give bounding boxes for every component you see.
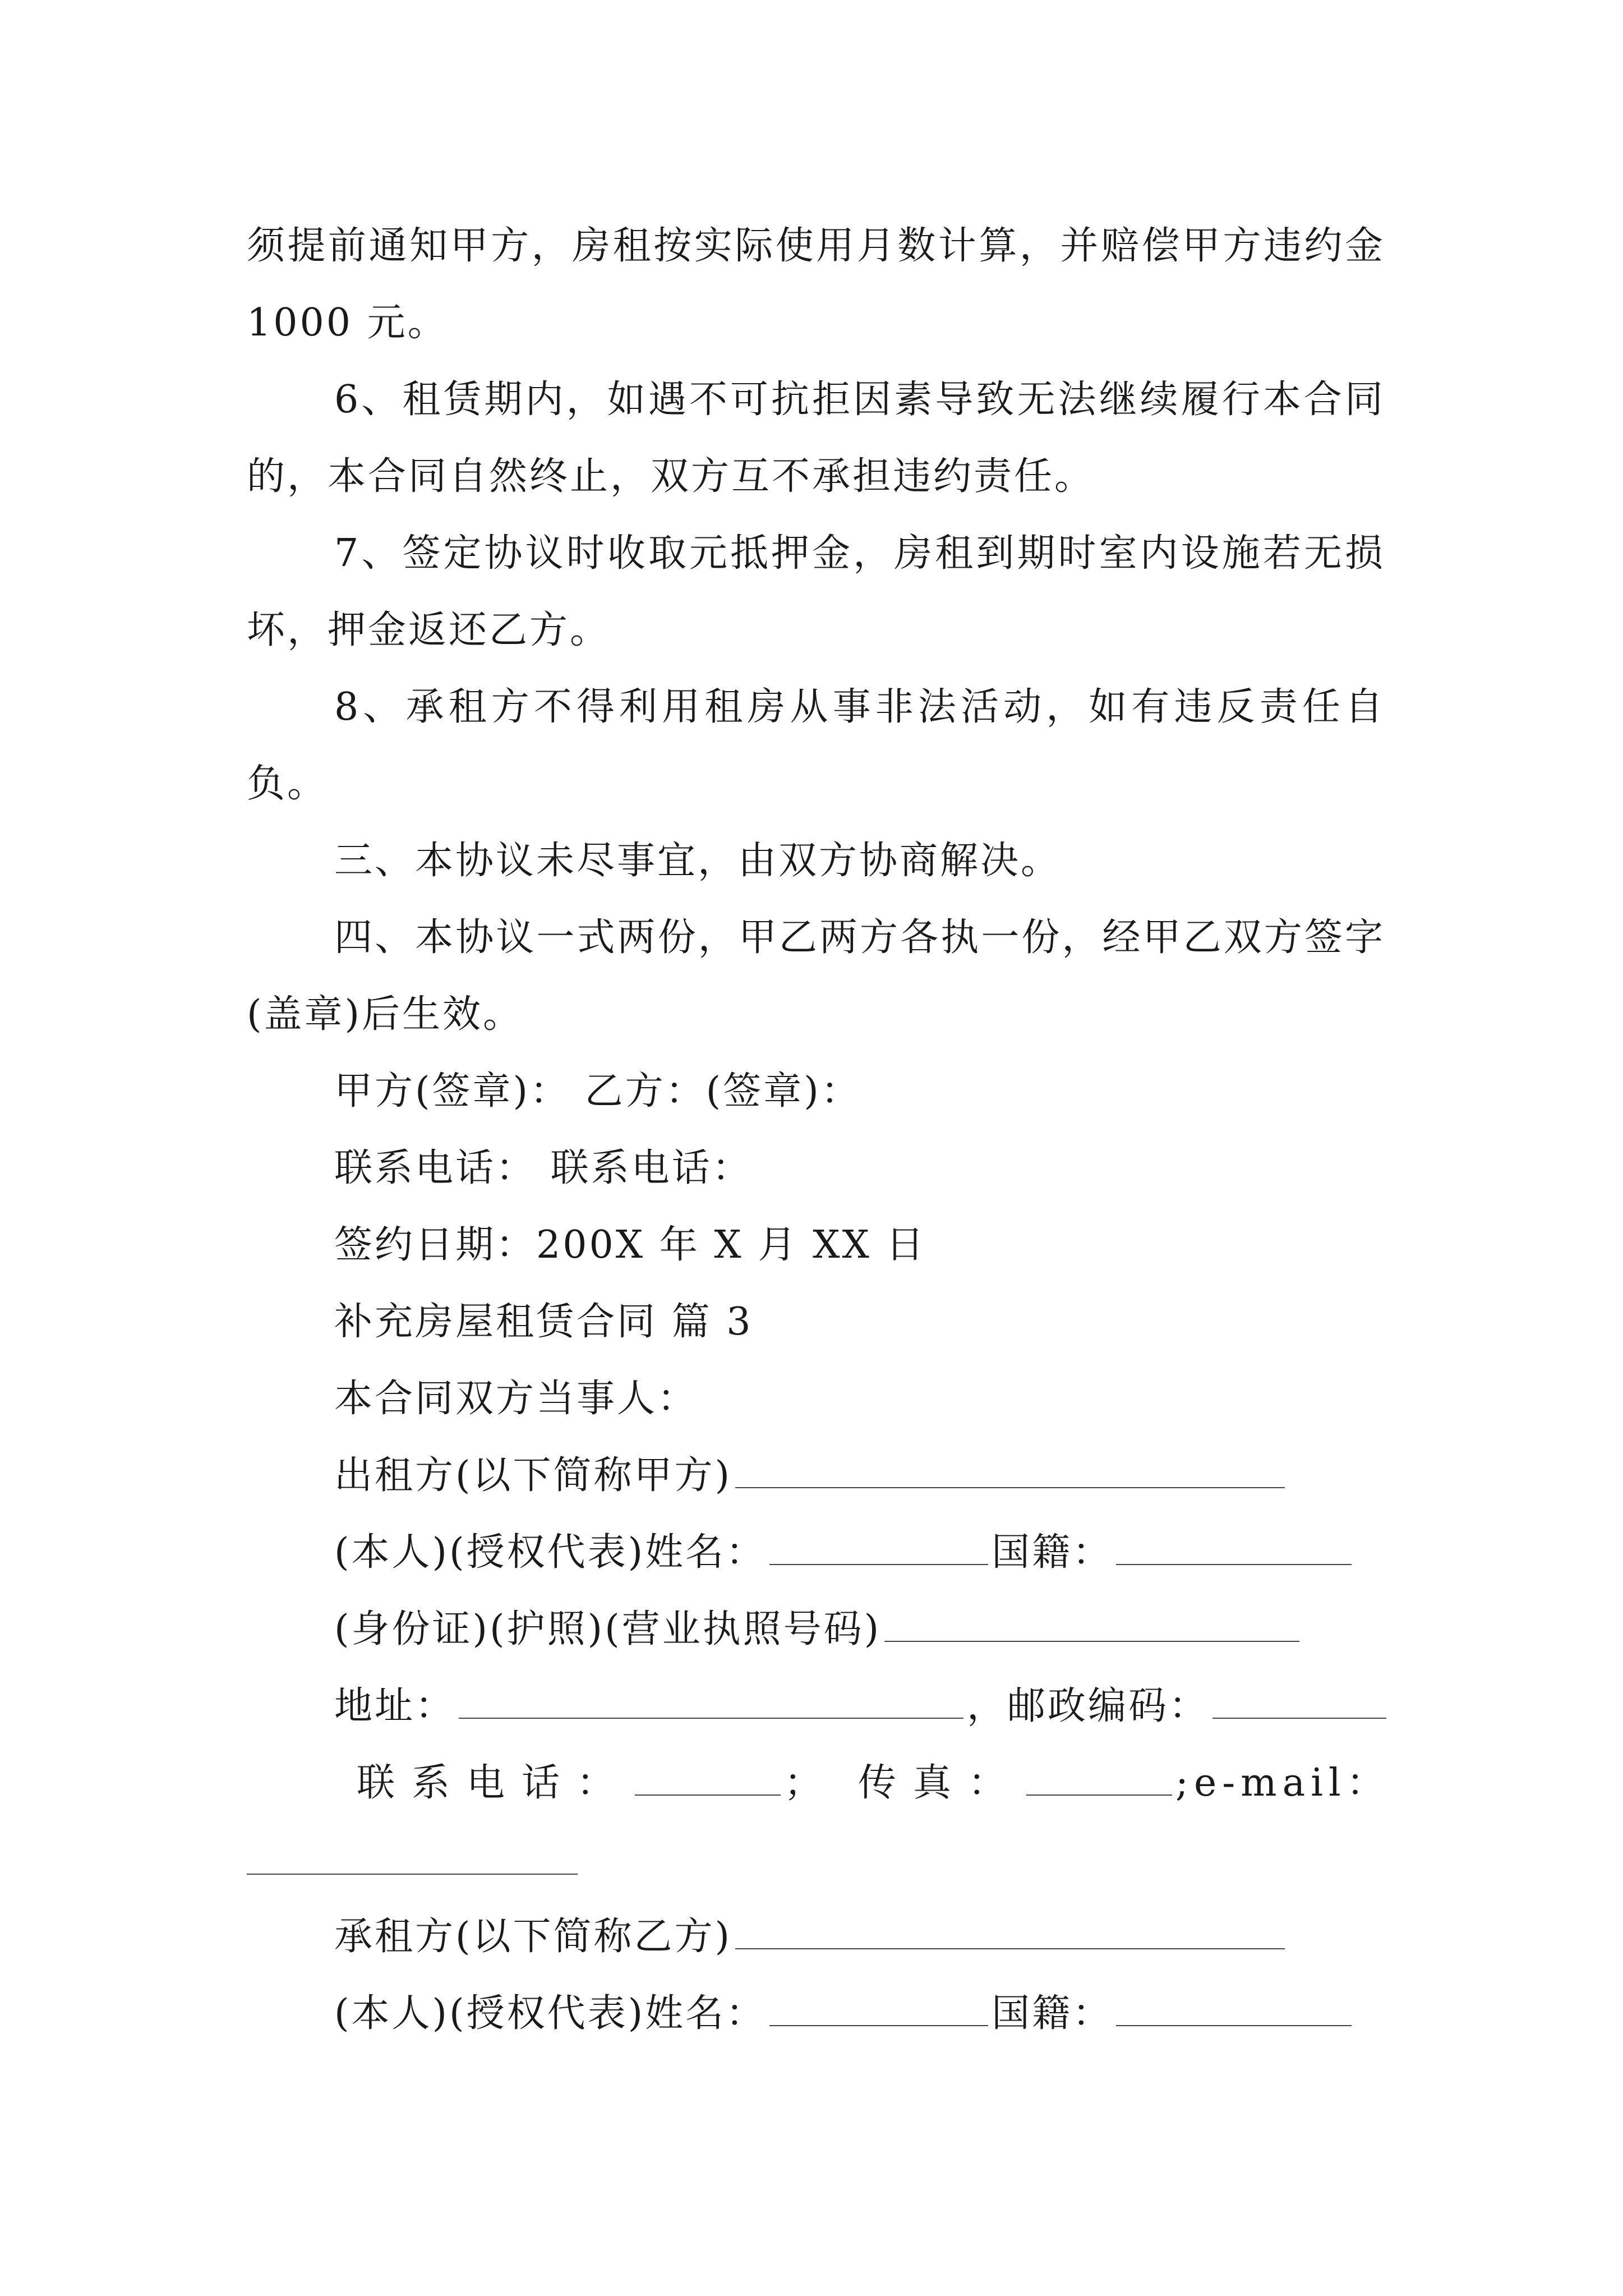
name-label: (本人)(授权代表)姓名： xyxy=(334,1530,767,1575)
phone-line: 联系电话： 联系电话： xyxy=(334,1146,753,1190)
lessor-name-line xyxy=(334,1514,1355,1591)
email-label: ;e-mail： xyxy=(1175,1761,1390,1805)
paragraph-clause-7: 7、签定协议时收取元抵押金，房租到期时室内设施若无损坏，押金返还乙方。 xyxy=(247,531,1385,652)
nationality-label: 国籍： xyxy=(992,1530,1113,1575)
fax-blank xyxy=(1026,1756,1172,1796)
paragraph-penalty: 须提前通知甲方，房租按实际使用月数计算，并赔偿甲方违约金 1000 元。 xyxy=(247,224,1385,345)
name-blank-2 xyxy=(769,1987,988,2026)
contact-line xyxy=(357,1745,1390,1821)
email-blank xyxy=(247,1872,578,1875)
contact-phone-label: 联系电话： xyxy=(357,1761,632,1805)
date-line: 签约日期：200X 年 X 月 XX 日 xyxy=(334,1223,926,1267)
id-label: (身份证)(护照)(营业执照号码) xyxy=(334,1607,882,1651)
signature-line: 甲方(签章)： 乙方：(签章)： xyxy=(334,1069,861,1114)
parties-intro: 本合同双方当事人： xyxy=(334,1377,698,1421)
postcode-blank xyxy=(1212,1680,1386,1719)
name-label-2: (本人)(授权代表)姓名： xyxy=(334,1991,767,2036)
contact-phone-blank xyxy=(635,1756,781,1796)
nationality-blank-2 xyxy=(1116,1987,1352,2026)
lessee-label: 承租方(以下简称乙方) xyxy=(334,1915,732,1959)
lessor-label: 出租方(以下简称甲方) xyxy=(334,1453,732,1498)
fax-label: 传真： xyxy=(858,1761,1023,1805)
name-blank xyxy=(769,1526,988,1565)
section-title: 补充房屋租赁合同 篇 3 xyxy=(334,1300,753,1344)
id-line xyxy=(334,1591,1303,1668)
address-label: 地址： xyxy=(334,1684,456,1728)
lessee-name-line xyxy=(334,1975,1355,2052)
postcode-label: ，邮政编码： xyxy=(967,1684,1210,1728)
paragraph-clause-6: 6、租赁期内，如遇不可抗拒因素导致无法继续履行本合同的，本合同自然终止，双方互不承担违约责任。 xyxy=(247,378,1385,499)
lessor-blank xyxy=(735,1449,1285,1488)
nationality-label-2: 国籍： xyxy=(992,1991,1113,2036)
paragraph-section-4: 四、本协议一式两份，甲乙两方各执一份，经甲乙双方签字(盖章)后生效。 xyxy=(247,915,1385,1037)
paragraph-clause-8: 8、承租方不得利用租房从事非法活动，如有违反责任自负。 xyxy=(247,685,1385,806)
address-blank xyxy=(459,1680,963,1719)
semicolon: ； xyxy=(784,1761,825,1805)
lessor-line xyxy=(334,1437,1288,1514)
address-line xyxy=(334,1668,1390,1745)
paragraph-section-3: 三、本协议未尽事宜，由双方协商解决。 xyxy=(334,839,1062,883)
lessee-blank xyxy=(735,1910,1285,1949)
nationality-blank xyxy=(1116,1526,1352,1565)
id-blank xyxy=(884,1603,1299,1642)
lessee-line xyxy=(334,1898,1288,1975)
